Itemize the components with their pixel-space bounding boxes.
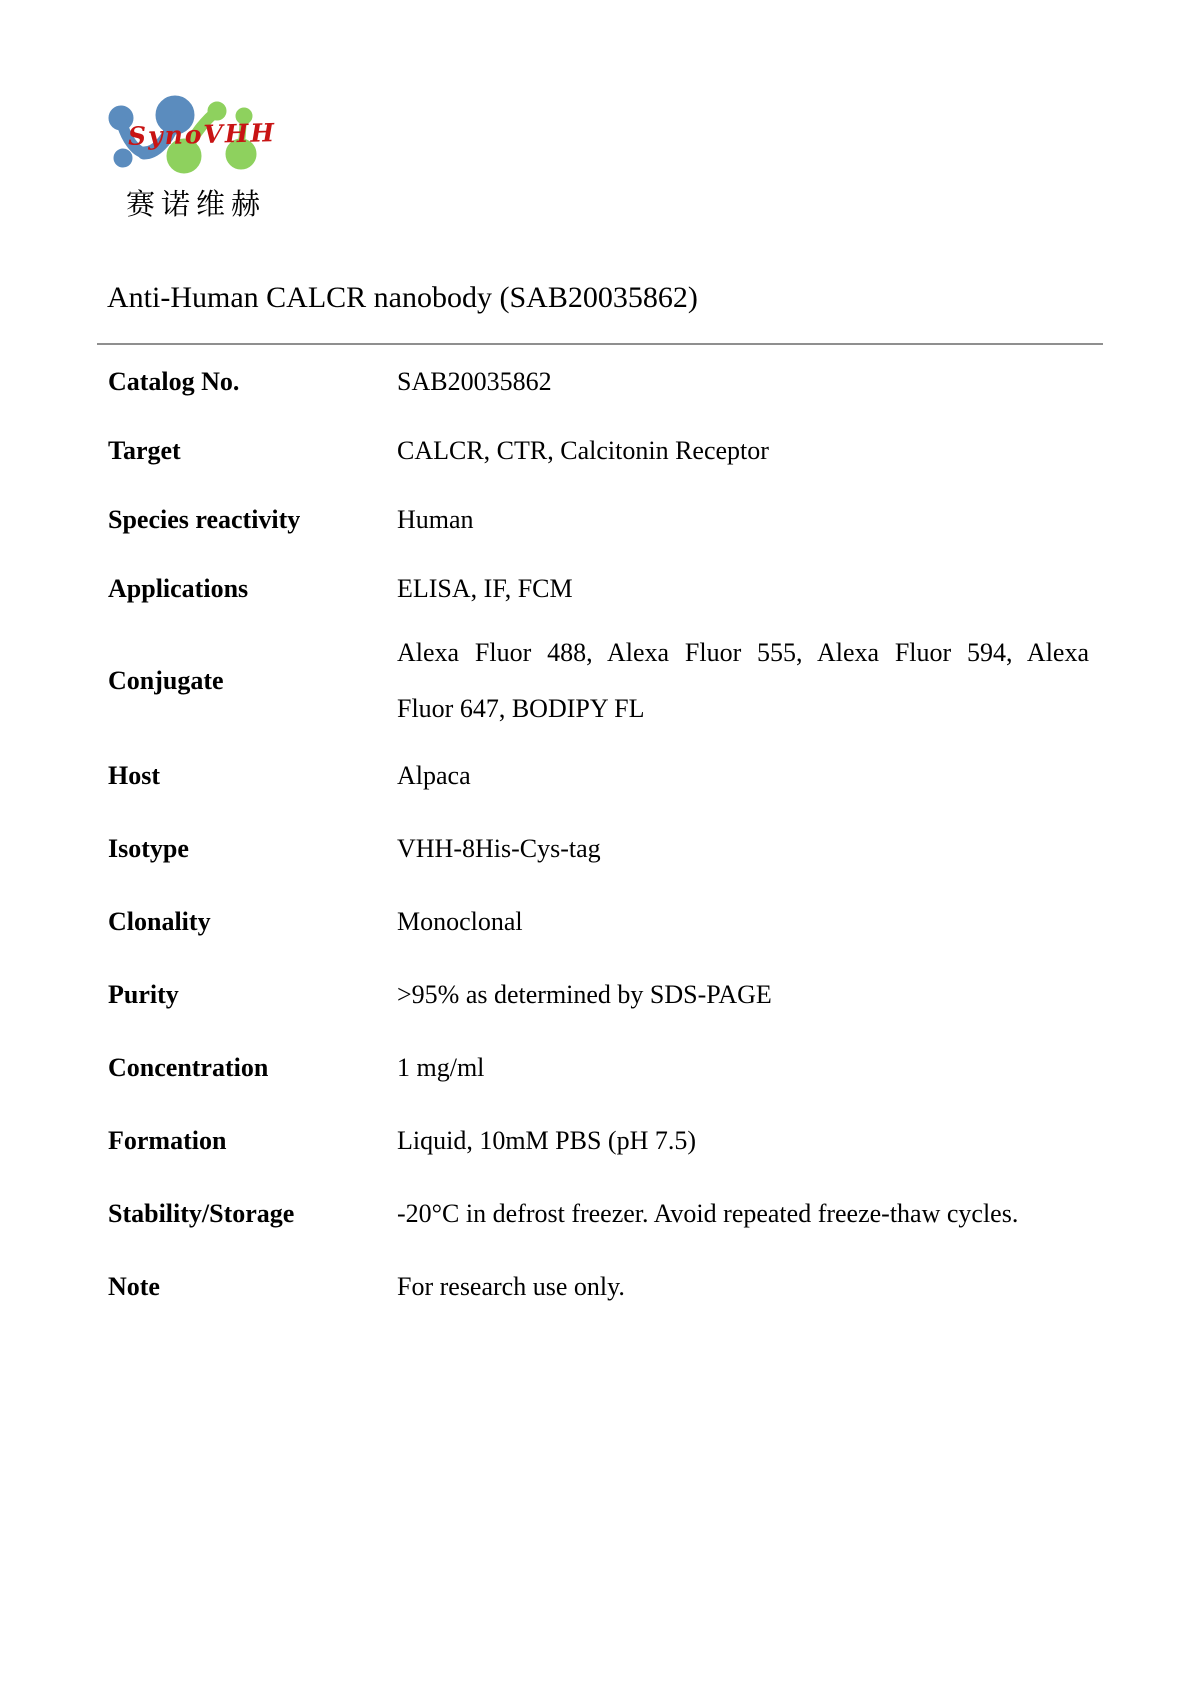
brand-wordmark: SynoVHH: [127, 118, 277, 151]
spec-row-isotype: [108, 812, 1093, 885]
spec-row-clonality: [108, 885, 1093, 958]
spec-row-formation: [108, 1104, 1093, 1177]
spec-value: CALCR, CTR, Calcitonin Receptor: [397, 435, 769, 465]
spec-value: 1 mg/ml: [397, 1052, 485, 1082]
spec-row-note: [108, 1250, 1093, 1323]
spec-label: Stability/Storage: [108, 1198, 295, 1228]
spec-value-line: Fluor 647, BODIPY FL: [397, 694, 645, 723]
spec-label: Conjugate: [108, 666, 224, 695]
spec-row-purity: [108, 958, 1093, 1031]
spec-value: Liquid, 10mM PBS (pH 7.5): [397, 1125, 697, 1155]
spec-value: ELISA, IF, FCM: [397, 573, 573, 603]
spec-row-target: [108, 416, 1093, 485]
spec-label: Note: [108, 1271, 160, 1301]
spec-label: Concentration: [108, 1052, 269, 1082]
brand-chinese-name: 赛诺维赫: [126, 187, 267, 221]
spec-value: For research use only.: [397, 1271, 625, 1301]
spec-label: Isotype: [108, 833, 189, 863]
spec-value: -20°C in defrost freezer. Avoid repeated freeze-thaw cycles.: [397, 1198, 1019, 1228]
spec-value: Human: [397, 504, 474, 534]
spec-value: Monoclonal: [397, 906, 523, 936]
spec-row-stability-storage: [108, 1177, 1093, 1250]
synovhh-logo: [95, 82, 285, 221]
spec-row-species-reactivity: [108, 485, 1093, 554]
spec-value: SAB20035862: [397, 366, 552, 396]
spec-label: Applications: [108, 573, 249, 603]
spec-label: Species reactivity: [108, 504, 301, 534]
page-title: Anti-Human CALCR nanobody (SAB20035862): [107, 281, 698, 314]
spec-value: >95% as determined by SDS-PAGE: [397, 979, 772, 1009]
spec-value: [397, 625, 1089, 737]
spec-label: Host: [108, 760, 160, 790]
spec-value: VHH-8His-Cys-tag: [397, 833, 601, 863]
spec-label: Purity: [108, 979, 179, 1009]
spec-label: Clonality: [108, 906, 211, 936]
spec-value-line: Alexa Fluor 488, Alexa Fluor 555, Alexa Fluor 594, Alexa: [397, 638, 1089, 667]
spec-row-concentration: [108, 1031, 1093, 1104]
spec-label: Formation: [108, 1125, 227, 1155]
spec-label: Target: [108, 435, 181, 465]
spec-table: [108, 347, 1093, 1323]
spec-row-applications: [108, 554, 1093, 623]
spec-row-conjugate: [108, 623, 1093, 739]
spec-row-host: [108, 739, 1093, 812]
title-divider: [97, 343, 1103, 345]
spec-label: Catalog No.: [108, 366, 240, 396]
spec-value: Alpaca: [397, 760, 471, 790]
spec-row-catalog: [108, 347, 1093, 416]
